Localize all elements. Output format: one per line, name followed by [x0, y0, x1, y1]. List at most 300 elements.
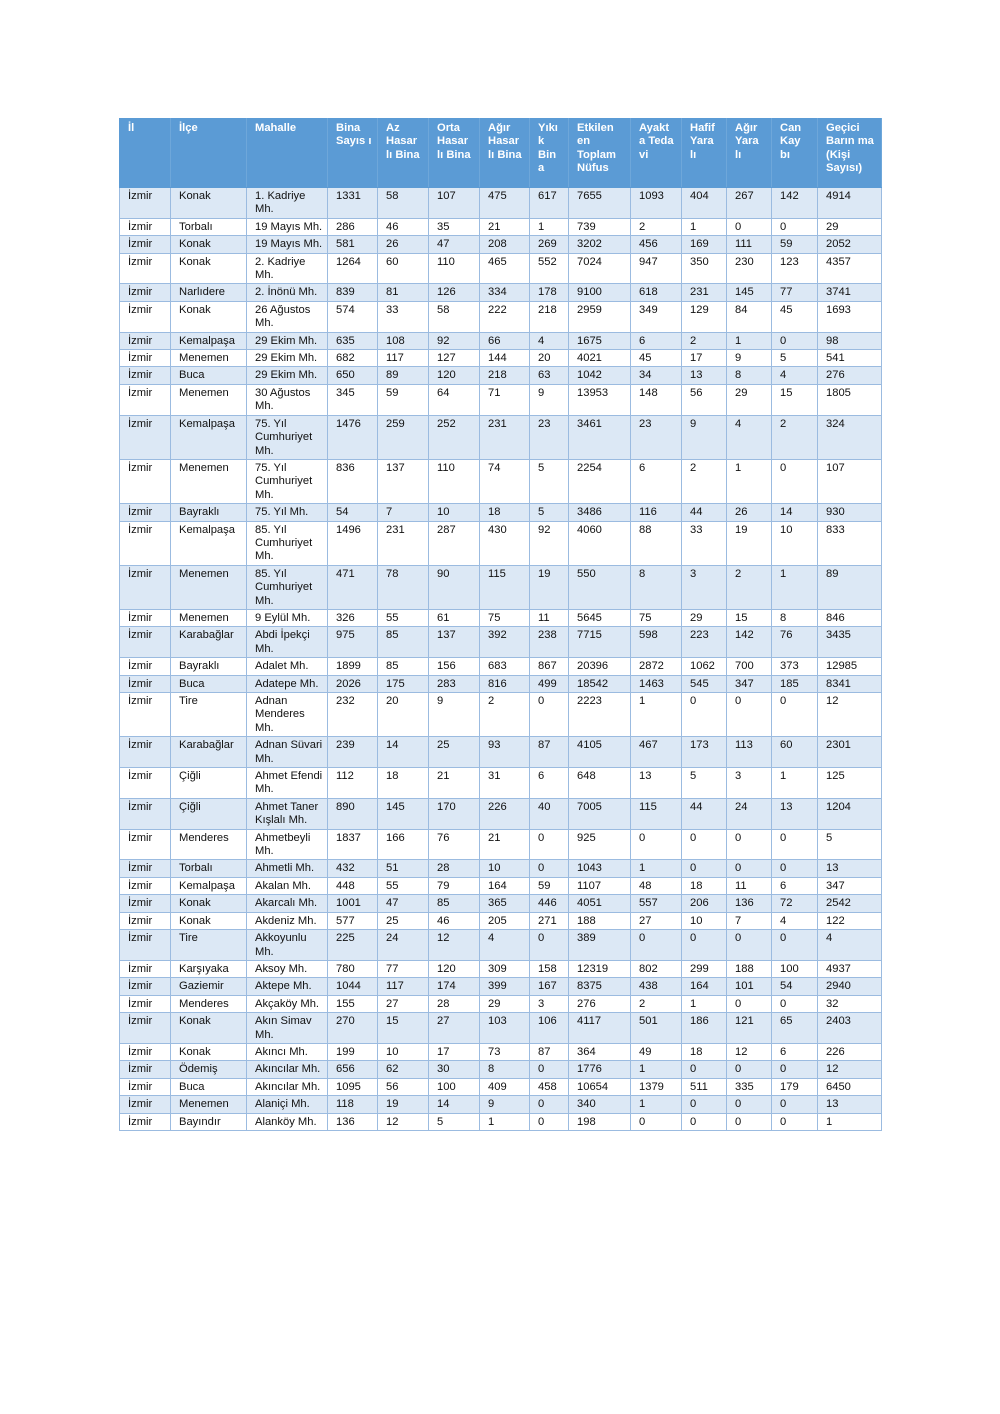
cell-mahalle: Alaniçi Mh. [247, 1096, 328, 1113]
cell-il: İzmir [120, 236, 171, 253]
cell-can-kaybi: 1 [772, 565, 818, 609]
cell-hafif-yarali: 404 [682, 188, 727, 219]
cell-mahalle: 29 Ekim Mh. [247, 350, 328, 367]
cell-hafif-yarali: 299 [682, 960, 727, 977]
cell-gecici-barinma: 4 [818, 930, 882, 961]
cell-can-kaybi: 8 [772, 609, 818, 626]
cell-az-hasarli-bina: 85 [378, 627, 429, 658]
cell-agir-yarali: 0 [727, 693, 772, 737]
cell-hafif-yarali: 5 [682, 768, 727, 799]
cell-ilce: Konak [171, 1043, 247, 1060]
cell-gecici-barinma: 13 [818, 1096, 882, 1113]
cell-yikik-bina: 158 [530, 960, 569, 977]
cell-ilce: Tire [171, 930, 247, 961]
cell-az-hasarli-bina: 14 [378, 737, 429, 768]
cell-ilce: Kemalpaşa [171, 415, 247, 459]
cell-can-kaybi: 72 [772, 895, 818, 912]
cell-il: İzmir [120, 829, 171, 860]
cell-can-kaybi: 0 [772, 860, 818, 877]
cell-yikik-bina: 0 [530, 1061, 569, 1078]
cell-yikik-bina: 0 [530, 930, 569, 961]
cell-mahalle: 29 Ekim Mh. [247, 367, 328, 384]
cell-az-hasarli-bina: 7 [378, 504, 429, 521]
cell-ilce: Konak [171, 188, 247, 219]
cell-agir-yarali: 3 [727, 768, 772, 799]
cell-hafif-yarali: 9 [682, 415, 727, 459]
cell-az-hasarli-bina: 18 [378, 768, 429, 799]
cell-ayakta-tedavi: 2872 [631, 658, 682, 675]
cell-hafif-yarali: 1 [682, 995, 727, 1012]
cell-yikik-bina: 0 [530, 829, 569, 860]
cell-ilce: Tire [171, 693, 247, 737]
cell-can-kaybi: 0 [772, 332, 818, 349]
cell-orta-hasarli-bina: 47 [429, 236, 480, 253]
cell-hafif-yarali: 18 [682, 1043, 727, 1060]
column-header-ilce: İlçe [171, 119, 247, 188]
cell-gecici-barinma: 125 [818, 768, 882, 799]
cell-gecici-barinma: 4357 [818, 253, 882, 284]
cell-agir-yarali: 2 [727, 565, 772, 609]
cell-il: İzmir [120, 415, 171, 459]
cell-ayakta-tedavi: 2 [631, 995, 682, 1012]
damage-estimate-table [119, 118, 882, 1131]
cell-gecici-barinma: 324 [818, 415, 882, 459]
cell-mahalle: 75. Yıl Cumhuriyet Mh. [247, 459, 328, 503]
cell-gecici-barinma: 8341 [818, 675, 882, 692]
column-header-il: İl [120, 119, 171, 188]
cell-gecici-barinma: 1204 [818, 798, 882, 829]
table-row [120, 877, 882, 894]
cell-agir-hasarli-bina: 164 [480, 877, 530, 894]
cell-agir-hasarli-bina: 75 [480, 609, 530, 626]
table-body [120, 188, 882, 1131]
cell-ilce: Kemalpaşa [171, 332, 247, 349]
cell-orta-hasarli-bina: 28 [429, 860, 480, 877]
cell-gecici-barinma: 2301 [818, 737, 882, 768]
cell-il: İzmir [120, 1096, 171, 1113]
cell-agir-yarali: 113 [727, 737, 772, 768]
column-header-agir-yarali: Ağır Yara lı [727, 119, 772, 188]
table-row [120, 609, 882, 626]
cell-agir-hasarli-bina: 222 [480, 301, 530, 332]
cell-mahalle: Adalet Mh. [247, 658, 328, 675]
cell-gecici-barinma: 5 [818, 829, 882, 860]
cell-mahalle: 2. Kadriye Mh. [247, 253, 328, 284]
cell-agir-yarali: 4 [727, 415, 772, 459]
cell-gecici-barinma: 347 [818, 877, 882, 894]
column-header-bina-sayisi: Bina Sayıs ı [328, 119, 378, 188]
cell-bina-sayisi: 577 [328, 912, 378, 929]
table-header [120, 119, 882, 188]
table-row [120, 1096, 882, 1113]
cell-bina-sayisi: 780 [328, 960, 378, 977]
cell-az-hasarli-bina: 89 [378, 367, 429, 384]
cell-agir-yarali: 0 [727, 218, 772, 235]
cell-ilce: Torbalı [171, 218, 247, 235]
cell-ayakta-tedavi: 802 [631, 960, 682, 977]
cell-mahalle: Ahmet Efendi Mh. [247, 768, 328, 799]
cell-bina-sayisi: 635 [328, 332, 378, 349]
cell-etkilenen-toplam-nufus: 20396 [569, 658, 631, 675]
cell-yikik-bina: 499 [530, 675, 569, 692]
cell-mahalle: 75. Yıl Cumhuriyet Mh. [247, 415, 328, 459]
cell-agir-yarali: 15 [727, 609, 772, 626]
cell-ilce: Menderes [171, 995, 247, 1012]
cell-yikik-bina: 40 [530, 798, 569, 829]
cell-ilce: Menemen [171, 565, 247, 609]
cell-mahalle: Ahmetli Mh. [247, 860, 328, 877]
cell-az-hasarli-bina: 47 [378, 895, 429, 912]
table-row [120, 350, 882, 367]
cell-ilce: Karşıyaka [171, 960, 247, 977]
cell-bina-sayisi: 448 [328, 877, 378, 894]
cell-orta-hasarli-bina: 30 [429, 1061, 480, 1078]
cell-orta-hasarli-bina: 90 [429, 565, 480, 609]
cell-yikik-bina: 617 [530, 188, 569, 219]
cell-etkilenen-toplam-nufus: 1776 [569, 1061, 631, 1078]
cell-yikik-bina: 238 [530, 627, 569, 658]
cell-bina-sayisi: 199 [328, 1043, 378, 1060]
table-row [120, 675, 882, 692]
cell-orta-hasarli-bina: 46 [429, 912, 480, 929]
cell-az-hasarli-bina: 46 [378, 218, 429, 235]
cell-il: İzmir [120, 350, 171, 367]
cell-il: İzmir [120, 1061, 171, 1078]
cell-ilce: Bayraklı [171, 658, 247, 675]
column-header-hafif-yarali: Hafif Yara lı [682, 119, 727, 188]
cell-az-hasarli-bina: 58 [378, 188, 429, 219]
cell-orta-hasarli-bina: 127 [429, 350, 480, 367]
cell-yikik-bina: 11 [530, 609, 569, 626]
cell-az-hasarli-bina: 56 [378, 1078, 429, 1095]
cell-il: İzmir [120, 301, 171, 332]
cell-can-kaybi: 59 [772, 236, 818, 253]
cell-can-kaybi: 0 [772, 1061, 818, 1078]
cell-agir-yarali: 145 [727, 284, 772, 301]
cell-yikik-bina: 269 [530, 236, 569, 253]
cell-ayakta-tedavi: 1 [631, 1096, 682, 1113]
cell-mahalle: 2. İnönü Mh. [247, 284, 328, 301]
cell-gecici-barinma: 3435 [818, 627, 882, 658]
cell-ilce: Menemen [171, 609, 247, 626]
cell-ayakta-tedavi: 8 [631, 565, 682, 609]
cell-agir-yarali: 230 [727, 253, 772, 284]
cell-orta-hasarli-bina: 61 [429, 609, 480, 626]
cell-orta-hasarli-bina: 120 [429, 960, 480, 977]
cell-ayakta-tedavi: 438 [631, 978, 682, 995]
cell-hafif-yarali: 231 [682, 284, 727, 301]
cell-can-kaybi: 0 [772, 218, 818, 235]
cell-etkilenen-toplam-nufus: 7024 [569, 253, 631, 284]
cell-hafif-yarali: 2 [682, 332, 727, 349]
cell-gecici-barinma: 1 [818, 1113, 882, 1130]
cell-etkilenen-toplam-nufus: 364 [569, 1043, 631, 1060]
cell-ayakta-tedavi: 115 [631, 798, 682, 829]
cell-il: İzmir [120, 930, 171, 961]
cell-ayakta-tedavi: 1 [631, 693, 682, 737]
cell-orta-hasarli-bina: 107 [429, 188, 480, 219]
cell-yikik-bina: 0 [530, 693, 569, 737]
cell-can-kaybi: 0 [772, 829, 818, 860]
cell-ilce: Kemalpaşa [171, 521, 247, 565]
cell-az-hasarli-bina: 166 [378, 829, 429, 860]
cell-agir-hasarli-bina: 409 [480, 1078, 530, 1095]
cell-hafif-yarali: 17 [682, 350, 727, 367]
cell-mahalle: Akarcalı Mh. [247, 895, 328, 912]
cell-orta-hasarli-bina: 156 [429, 658, 480, 675]
cell-mahalle: 85. Yıl Cumhuriyet Mh. [247, 565, 328, 609]
cell-gecici-barinma: 846 [818, 609, 882, 626]
cell-ayakta-tedavi: 1 [631, 860, 682, 877]
cell-orta-hasarli-bina: 14 [429, 1096, 480, 1113]
cell-etkilenen-toplam-nufus: 4060 [569, 521, 631, 565]
cell-agir-hasarli-bina: 21 [480, 829, 530, 860]
cell-can-kaybi: 0 [772, 1096, 818, 1113]
cell-mahalle: 85. Yıl Cumhuriyet Mh. [247, 521, 328, 565]
cell-agir-hasarli-bina: 21 [480, 218, 530, 235]
cell-agir-yarali: 700 [727, 658, 772, 675]
table-row [120, 415, 882, 459]
cell-can-kaybi: 0 [772, 1113, 818, 1130]
cell-agir-hasarli-bina: 683 [480, 658, 530, 675]
cell-yikik-bina: 106 [530, 1013, 569, 1044]
cell-agir-yarali: 26 [727, 504, 772, 521]
cell-gecici-barinma: 89 [818, 565, 882, 609]
cell-orta-hasarli-bina: 25 [429, 737, 480, 768]
document-page [119, 118, 881, 1131]
cell-agir-yarali: 1 [727, 332, 772, 349]
cell-ilce: Çiğli [171, 798, 247, 829]
cell-can-kaybi: 142 [772, 188, 818, 219]
cell-il: İzmir [120, 798, 171, 829]
cell-az-hasarli-bina: 62 [378, 1061, 429, 1078]
cell-bina-sayisi: 1496 [328, 521, 378, 565]
cell-gecici-barinma: 1805 [818, 384, 882, 415]
cell-mahalle: 29 Ekim Mh. [247, 332, 328, 349]
cell-yikik-bina: 167 [530, 978, 569, 995]
cell-ayakta-tedavi: 598 [631, 627, 682, 658]
cell-etkilenen-toplam-nufus: 7655 [569, 188, 631, 219]
cell-agir-hasarli-bina: 816 [480, 675, 530, 692]
cell-mahalle: Aksoy Mh. [247, 960, 328, 977]
cell-il: İzmir [120, 332, 171, 349]
cell-ilce: Çiğli [171, 768, 247, 799]
cell-bina-sayisi: 345 [328, 384, 378, 415]
cell-orta-hasarli-bina: 120 [429, 367, 480, 384]
cell-etkilenen-toplam-nufus: 4021 [569, 350, 631, 367]
cell-can-kaybi: 2 [772, 415, 818, 459]
cell-bina-sayisi: 1899 [328, 658, 378, 675]
cell-mahalle: Akçaköy Mh. [247, 995, 328, 1012]
cell-yikik-bina: 87 [530, 1043, 569, 1060]
cell-etkilenen-toplam-nufus: 1042 [569, 367, 631, 384]
cell-mahalle: Ahmet Taner Kışlalı Mh. [247, 798, 328, 829]
cell-can-kaybi: 54 [772, 978, 818, 995]
cell-etkilenen-toplam-nufus: 7715 [569, 627, 631, 658]
cell-hafif-yarali: 545 [682, 675, 727, 692]
cell-can-kaybi: 4 [772, 912, 818, 929]
cell-mahalle: Ahmetbeyli Mh. [247, 829, 328, 860]
cell-agir-hasarli-bina: 66 [480, 332, 530, 349]
cell-can-kaybi: 0 [772, 930, 818, 961]
cell-ayakta-tedavi: 0 [631, 930, 682, 961]
cell-etkilenen-toplam-nufus: 5645 [569, 609, 631, 626]
cell-mahalle: 19 Mayıs Mh. [247, 218, 328, 235]
cell-bina-sayisi: 839 [328, 284, 378, 301]
cell-az-hasarli-bina: 59 [378, 384, 429, 415]
cell-orta-hasarli-bina: 27 [429, 1013, 480, 1044]
cell-etkilenen-toplam-nufus: 12319 [569, 960, 631, 977]
cell-mahalle: Akın Simav Mh. [247, 1013, 328, 1044]
cell-etkilenen-toplam-nufus: 550 [569, 565, 631, 609]
cell-gecici-barinma: 98 [818, 332, 882, 349]
cell-mahalle: Alanköy Mh. [247, 1113, 328, 1130]
cell-il: İzmir [120, 693, 171, 737]
cell-yikik-bina: 552 [530, 253, 569, 284]
cell-ayakta-tedavi: 501 [631, 1013, 682, 1044]
cell-can-kaybi: 77 [772, 284, 818, 301]
cell-ayakta-tedavi: 34 [631, 367, 682, 384]
cell-etkilenen-toplam-nufus: 1675 [569, 332, 631, 349]
column-header-mahalle: Mahalle [247, 119, 328, 188]
cell-etkilenen-toplam-nufus: 8375 [569, 978, 631, 995]
cell-ilce: Menemen [171, 384, 247, 415]
column-header-agir-hasarli-bina: Ağır Hasar lı Bina [480, 119, 530, 188]
cell-bina-sayisi: 54 [328, 504, 378, 521]
cell-yikik-bina: 458 [530, 1078, 569, 1095]
cell-il: İzmir [120, 658, 171, 675]
cell-bina-sayisi: 286 [328, 218, 378, 235]
cell-agir-yarali: 1 [727, 459, 772, 503]
cell-il: İzmir [120, 877, 171, 894]
cell-hafif-yarali: 33 [682, 521, 727, 565]
cell-agir-yarali: 188 [727, 960, 772, 977]
cell-gecici-barinma: 6450 [818, 1078, 882, 1095]
cell-az-hasarli-bina: 78 [378, 565, 429, 609]
cell-agir-hasarli-bina: 103 [480, 1013, 530, 1044]
cell-orta-hasarli-bina: 137 [429, 627, 480, 658]
cell-bina-sayisi: 890 [328, 798, 378, 829]
cell-az-hasarli-bina: 19 [378, 1096, 429, 1113]
cell-ayakta-tedavi: 0 [631, 829, 682, 860]
cell-ayakta-tedavi: 116 [631, 504, 682, 521]
cell-can-kaybi: 123 [772, 253, 818, 284]
cell-ilce: Karabağlar [171, 627, 247, 658]
cell-ayakta-tedavi: 1 [631, 1061, 682, 1078]
column-header-az-hasarli-bina: Az Hasar lı Bina [378, 119, 429, 188]
cell-ayakta-tedavi: 2 [631, 218, 682, 235]
cell-hafif-yarali: 3 [682, 565, 727, 609]
cell-az-hasarli-bina: 259 [378, 415, 429, 459]
cell-il: İzmir [120, 627, 171, 658]
cell-can-kaybi: 5 [772, 350, 818, 367]
cell-agir-yarali: 12 [727, 1043, 772, 1060]
table-row [120, 960, 882, 977]
cell-il: İzmir [120, 1043, 171, 1060]
cell-gecici-barinma: 13 [818, 860, 882, 877]
cell-il: İzmir [120, 521, 171, 565]
table-row [120, 253, 882, 284]
cell-gecici-barinma: 833 [818, 521, 882, 565]
cell-orta-hasarli-bina: 283 [429, 675, 480, 692]
cell-agir-yarali: 11 [727, 877, 772, 894]
cell-etkilenen-toplam-nufus: 3461 [569, 415, 631, 459]
cell-az-hasarli-bina: 117 [378, 350, 429, 367]
cell-gecici-barinma: 276 [818, 367, 882, 384]
cell-hafif-yarali: 206 [682, 895, 727, 912]
cell-mahalle: Abdi İpekçi Mh. [247, 627, 328, 658]
cell-can-kaybi: 100 [772, 960, 818, 977]
cell-orta-hasarli-bina: 12 [429, 930, 480, 961]
cell-agir-hasarli-bina: 205 [480, 912, 530, 929]
cell-ilce: Konak [171, 895, 247, 912]
cell-yikik-bina: 92 [530, 521, 569, 565]
cell-hafif-yarali: 2 [682, 459, 727, 503]
cell-mahalle: Akdeniz Mh. [247, 912, 328, 929]
cell-gecici-barinma: 2542 [818, 895, 882, 912]
cell-bina-sayisi: 225 [328, 930, 378, 961]
table-row [120, 829, 882, 860]
cell-agir-hasarli-bina: 465 [480, 253, 530, 284]
cell-agir-hasarli-bina: 93 [480, 737, 530, 768]
cell-il: İzmir [120, 218, 171, 235]
cell-can-kaybi: 6 [772, 1043, 818, 1060]
cell-agir-yarali: 8 [727, 367, 772, 384]
cell-il: İzmir [120, 960, 171, 977]
cell-bina-sayisi: 650 [328, 367, 378, 384]
cell-can-kaybi: 6 [772, 877, 818, 894]
column-header-gecici-barinma: Geçici Barın ma (Kişi Sayısı) [818, 119, 882, 188]
cell-ayakta-tedavi: 49 [631, 1043, 682, 1060]
cell-gecici-barinma: 3741 [818, 284, 882, 301]
cell-hafif-yarali: 186 [682, 1013, 727, 1044]
cell-az-hasarli-bina: 25 [378, 912, 429, 929]
cell-hafif-yarali: 350 [682, 253, 727, 284]
cell-orta-hasarli-bina: 85 [429, 895, 480, 912]
cell-etkilenen-toplam-nufus: 648 [569, 768, 631, 799]
cell-ayakta-tedavi: 75 [631, 609, 682, 626]
cell-ilce: Narlıdere [171, 284, 247, 301]
cell-hafif-yarali: 129 [682, 301, 727, 332]
cell-agir-yarali: 0 [727, 995, 772, 1012]
cell-hafif-yarali: 0 [682, 860, 727, 877]
cell-bina-sayisi: 656 [328, 1061, 378, 1078]
cell-ilce: Buca [171, 675, 247, 692]
table-row [120, 301, 882, 332]
cell-agir-hasarli-bina: 334 [480, 284, 530, 301]
cell-hafif-yarali: 1062 [682, 658, 727, 675]
cell-bina-sayisi: 1095 [328, 1078, 378, 1095]
cell-ilce: Torbalı [171, 860, 247, 877]
cell-az-hasarli-bina: 24 [378, 930, 429, 961]
cell-agir-hasarli-bina: 4 [480, 930, 530, 961]
cell-etkilenen-toplam-nufus: 18542 [569, 675, 631, 692]
table-row [120, 768, 882, 799]
cell-gecici-barinma: 12985 [818, 658, 882, 675]
cell-etkilenen-toplam-nufus: 7005 [569, 798, 631, 829]
cell-etkilenen-toplam-nufus: 1107 [569, 877, 631, 894]
header-row [120, 119, 882, 188]
cell-agir-hasarli-bina: 8 [480, 1061, 530, 1078]
column-header-yikik-bina: Yıkı k Bin a [530, 119, 569, 188]
table-row [120, 504, 882, 521]
cell-agir-yarali: 136 [727, 895, 772, 912]
table-row [120, 978, 882, 995]
cell-il: İzmir [120, 504, 171, 521]
table-row [120, 1013, 882, 1044]
table-row [120, 1113, 882, 1130]
cell-yikik-bina: 446 [530, 895, 569, 912]
